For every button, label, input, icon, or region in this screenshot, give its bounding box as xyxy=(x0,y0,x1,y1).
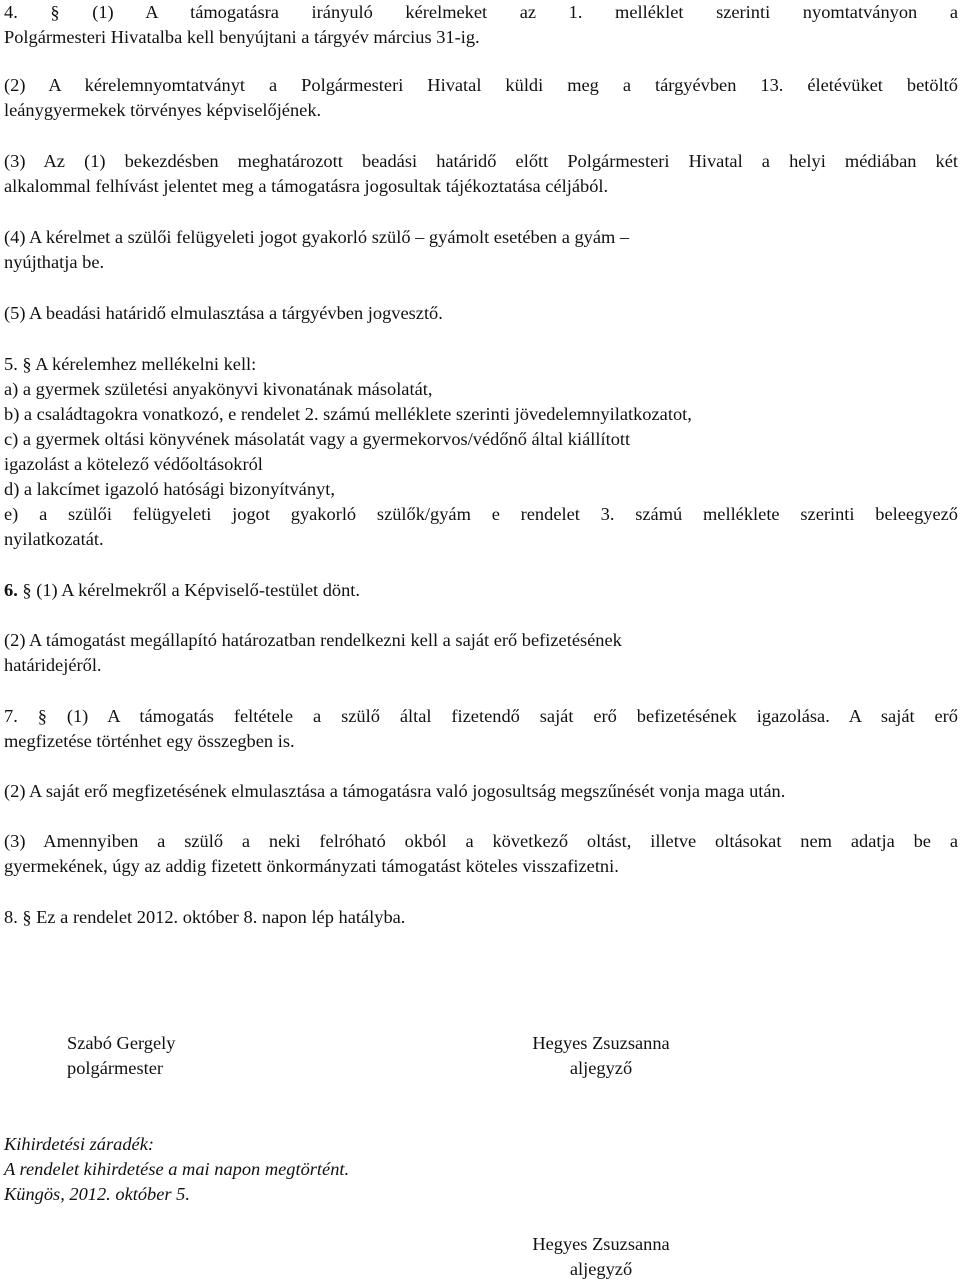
text-line: (3) Az (1) bekezdésben meghatározott beadási határidő előtt Polgármesteri Hivatal a helyi médiában két xyxy=(4,151,958,171)
section-8 xyxy=(4,905,958,930)
section-4-paragraph-3 xyxy=(4,149,958,199)
clause-place-date: Küngös, 2012. október 5. xyxy=(4,1184,190,1204)
list-item: nyilatkozatát. xyxy=(4,529,104,549)
clause-text: A rendelet kihirdetése a mai napon megtörtént. xyxy=(4,1159,350,1179)
text-line: (2) A kérelemnyomtatványt a Polgármesteri Hivatal küldi meg a tárgyévben 13. életévüket betöltő xyxy=(4,75,958,95)
text-line: (5) A beadási határidő elmulasztása a tárgyévben jogvesztő. xyxy=(4,303,443,323)
text-line: gyermekének, úgy az addig fizetett önkormányzati támogatást köteles visszafizetni. xyxy=(4,856,619,876)
clause-heading: Kihirdetési záradék: xyxy=(4,1134,154,1154)
list-item: a) a gyermek születési anyakönyvi kivonatának másolatát, xyxy=(4,379,433,399)
section-5 xyxy=(4,352,958,552)
text-line: (4) A kérelmet a szülői felügyeleti jogot gyakorló szülő – gyámolt esetében a gyám – xyxy=(4,227,630,247)
signatory-title: polgármester xyxy=(67,1058,164,1078)
section-4-paragraph-2 xyxy=(4,73,958,123)
text-line: 8. § Ez a rendelet 2012. október 8. napon lép hatályba. xyxy=(4,907,406,927)
text-line: (2) A támogatást megállapító határozatban rendelkezni kell a saját erő befizetésének xyxy=(4,630,622,650)
section-7-paragraph-2 xyxy=(4,779,958,804)
section-text: § (1) A kérelmekről a Képviselő-testület dönt. xyxy=(22,580,360,600)
text-line: határidejéről. xyxy=(4,655,102,675)
final-signature-block xyxy=(515,1232,687,1282)
signature-block-mayor xyxy=(67,1031,175,1081)
list-item: e) a szülői felügyeleti jogot gyakorló szülők/gyám e rendelet 3. számú melléklete szerinti beleegyező xyxy=(4,504,958,524)
section-7-paragraph-3 xyxy=(4,829,958,879)
section-4-paragraph-5 xyxy=(4,301,958,326)
signatory-name: Hegyes Zsuzsanna xyxy=(532,1033,670,1053)
text-line: alkalommal felhívást jelentet meg a támogatásra jogosultak tájékoztatása céljából. xyxy=(4,176,609,196)
list-item: d) a lakcímet igazoló hatósági bizonyítványt, xyxy=(4,479,335,499)
section-7-paragraph-1 xyxy=(4,704,958,754)
list-item: igazolást a kötelező védőoltásokról xyxy=(4,454,263,474)
section-4-paragraph-1 xyxy=(4,0,958,50)
text-line: 7. § (1) A támogatás feltétele a szülő által fizetendő saját erő befizetésének igazolása. A saját erő xyxy=(4,706,958,726)
list-item: b) a családtagokra vonatkozó, e rendelet 2. számú melléklete szerinti jövedelemnyilatkozatot, xyxy=(4,404,692,424)
section-number: 6. xyxy=(4,580,18,600)
signatory-title: aljegyző xyxy=(569,1058,633,1078)
text-line: nyújthatja be. xyxy=(4,252,105,272)
section-4-paragraph-4 xyxy=(4,225,958,275)
signatory-name: Szabó Gergely xyxy=(67,1033,176,1053)
promulgation-clause xyxy=(4,1132,958,1207)
text-line: (2) A saját erő megfizetésének elmulasztása a támogatásra való jogosultság megszűnését vonja maga után. xyxy=(4,781,786,801)
signatory-title: aljegyző xyxy=(569,1259,633,1279)
section-heading: 5. § A kérelemhez mellékelni kell: xyxy=(4,354,257,374)
text-line: leánygyermekek törvényes képviselőjének. xyxy=(4,100,322,120)
text-line: (3) Amennyiben a szülő a neki felróható okból a következő oltást, illetve oltásokat nem adatja be a xyxy=(4,831,958,851)
text-line xyxy=(4,578,958,603)
text-line: megfizetése történhet egy összegben is. xyxy=(4,731,295,751)
text-line: Polgármesteri Hivatalba kell benyújtani a tárgyév március 31-ig. xyxy=(4,27,480,47)
signature-block-notary xyxy=(515,1031,687,1081)
section-6-paragraph-2 xyxy=(4,628,958,678)
text-line: 4. § (1) A támogatásra irányuló kérelmeket az 1. melléklet szerinti nyomtatványon a xyxy=(4,2,958,22)
section-6-paragraph-1 xyxy=(4,578,958,603)
list-item: c) a gyermek oltási könyvének másolatát vagy a gyermekorvos/védőnő által kiállított xyxy=(4,429,631,449)
signatory-name: Hegyes Zsuzsanna xyxy=(532,1234,670,1254)
